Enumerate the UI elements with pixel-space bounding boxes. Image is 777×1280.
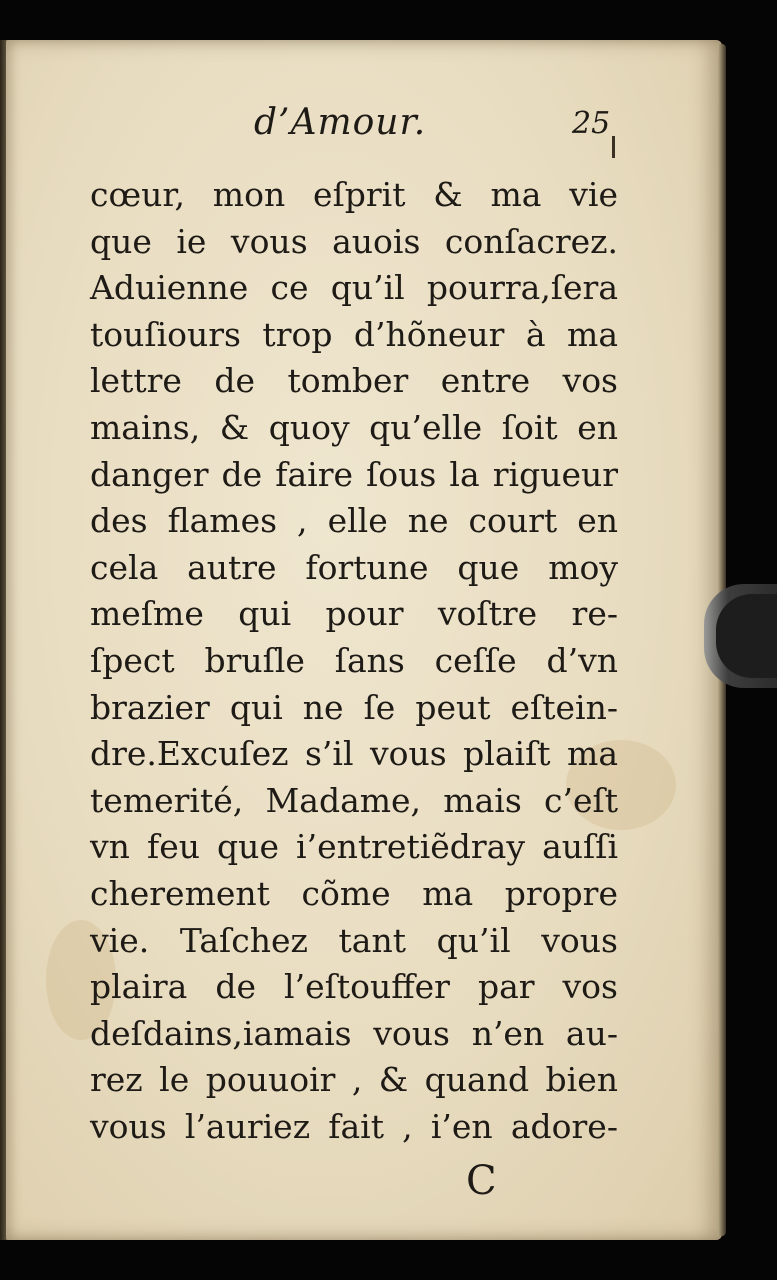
text-line: des flames , elle ne court en [90, 501, 618, 541]
text-line: mains, & quoy qu’elle ſoit en [90, 407, 618, 447]
text-line: plaira de l’eſtouffer par vos [90, 967, 618, 1007]
body-text [90, 172, 618, 1150]
text-line: temerité, Madame, mais c’eſt [90, 780, 618, 820]
book-page [6, 40, 722, 1240]
text-line: cherement cõme ma propre [90, 873, 618, 913]
running-title: d’Amour. [254, 102, 427, 143]
text-line: rez le pouuoir , & quand bien [90, 1060, 618, 1100]
text-line: Aduienne ce qu’il pourra,ſera [90, 268, 618, 308]
text-line: que ie vous auois conſacrez. [90, 221, 618, 261]
text-line: danger de faire ſous la rigueur [90, 454, 618, 494]
text-line: vn feu que i’entretiẽdray auſſi [90, 827, 618, 867]
text-line: deſdains,iamais vous n’en au- [90, 1013, 618, 1053]
text-line: cœur, mon eſprit & ma vie [90, 175, 618, 214]
text-line: touſiours trop d’hõneur à ma [90, 314, 618, 354]
page-number: 25 [572, 106, 611, 141]
text-line: cela autre fortune que moy [90, 547, 618, 587]
text-line: vous l’auriez fait , i’en adore- [90, 1106, 618, 1146]
text-line: meſme qui pour voſtre re- [90, 594, 618, 634]
text-line: ſpect bruſle ſans ceſſe d’vn [90, 640, 618, 680]
margin-mark [612, 136, 615, 158]
text-line: dre.Excuſez s’il vous plaiſt ma [90, 734, 618, 774]
signature-mark: C [466, 1158, 497, 1204]
text-line: brazier qui ne ſe peut eſtein- [90, 687, 618, 727]
text-line: lettre de tomber entre vos [90, 361, 618, 401]
text-line: vie. Taſchez tant qu’il vous [90, 920, 618, 960]
page-clip-inner [716, 594, 777, 678]
